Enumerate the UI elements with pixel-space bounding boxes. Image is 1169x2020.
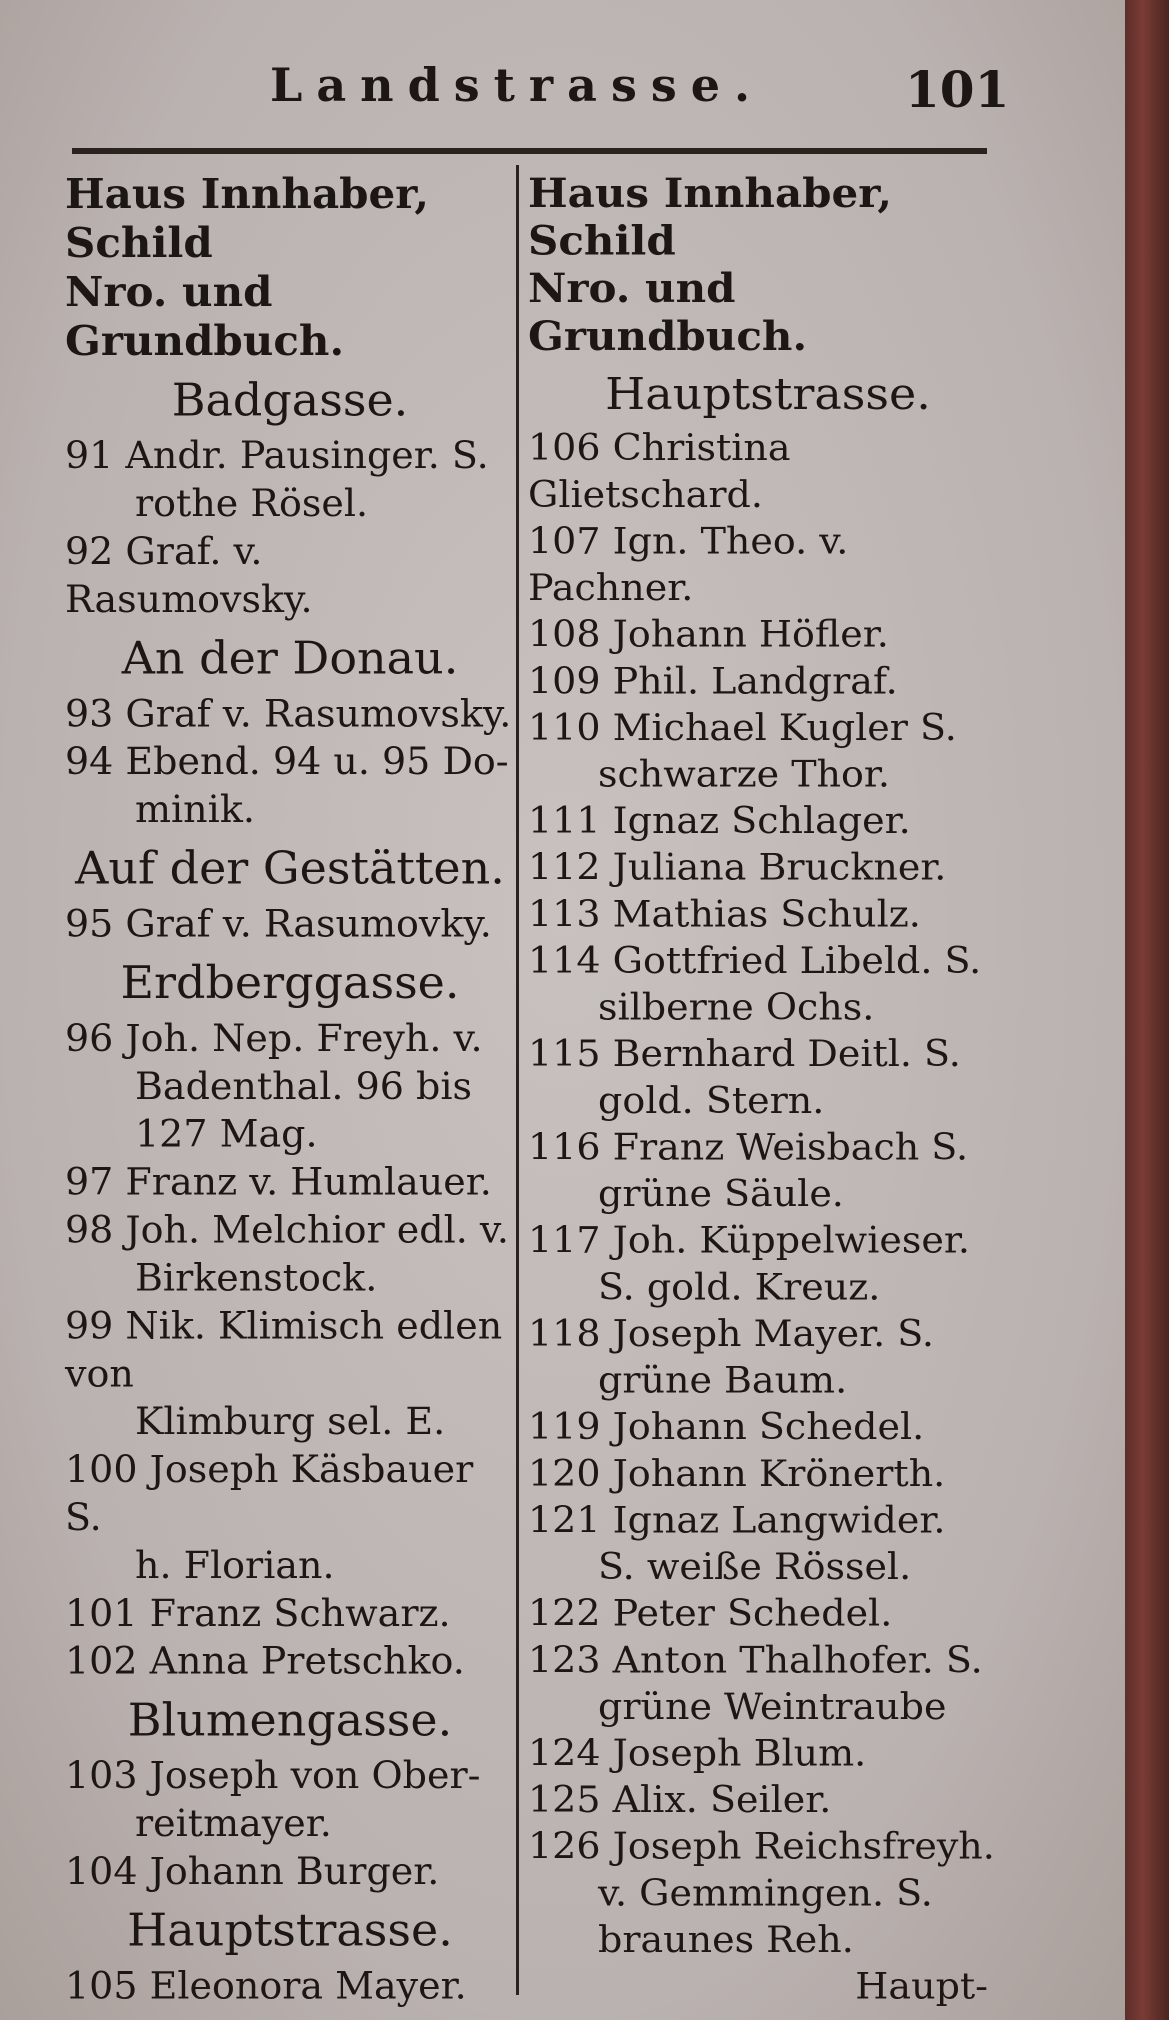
column-header-line: Haus Innhaber, Schild [528,170,892,265]
column-header-line: Nro. und Grundbuch. [65,267,345,365]
entry-line: 95 Graf v. Rasumovky. [65,902,492,946]
house-entry [528,1590,1008,1637]
entry-line: 100 Joseph Käsbauer S. [65,1447,474,1539]
house-entry [528,1124,1008,1217]
entry-continuation: h. Florian. [135,1543,335,1587]
house-entry [528,1777,1008,1824]
entry-line: 112 Juliana Bruckner. [528,846,947,889]
entry-line: 102 Anna Pretschko. [65,1639,465,1683]
entry-line: 124 Joseph Blum. [528,1732,867,1775]
entry-line: 125 Alix. Seiler. [528,1778,832,1821]
entry-line: 121 Ignaz Langwider. [528,1499,946,1541]
house-entry [528,1730,1008,1777]
house-entry [528,1217,1008,1310]
entry-line: 101 Franz Schwarz. [65,1591,451,1635]
entry-continuation: gold. Stern. [598,1079,825,1122]
house-entry [528,1451,1008,1498]
house-entry [528,1404,1008,1451]
entry-line: 96 Joh. Nep. Freyh. v. [65,1016,483,1060]
house-entry [65,1158,515,1206]
entry-line: 105 Eleonora Mayer. [65,1964,467,2008]
house-entry [528,705,1008,798]
book-edge [1125,0,1169,2020]
street-heading: Hauptstrasse. [127,1903,453,1957]
house-entry [528,1497,1008,1590]
right-column [528,170,1008,2010]
entry-continuation: Badenthal. 96 bis [135,1064,472,1108]
entry-continuation: minik. [135,787,255,831]
entry-continuation: silberne Ochs. [598,986,875,1029]
house-entry [65,1962,515,2010]
entry-line: 119 Johann Schedel. [528,1405,925,1448]
entry-line: 115 Bernhard Deitl. S. [528,1032,961,1075]
entry-line: 103 Joseph von Ober- [65,1753,481,1797]
entry-continuation: Birkenstock. [135,1256,378,1300]
house-entry [528,1031,1008,1124]
entry-continuation: grüne Weintraube [598,1685,947,1728]
header-rule [72,148,987,154]
column-header-line: Haus Innhaber, Schild [65,170,429,267]
entry-continuation: Klimburg sel. E. [135,1399,446,1443]
house-entry [528,1637,1008,1730]
house-entry [528,798,1008,845]
entry-line: 123 Anton Thalhofer. S. [528,1638,983,1681]
street-heading: An der Donau. [121,631,459,685]
street-heading: Auf der Gestätten. [75,841,505,895]
entry-line: 120 Johann Krönerth. [528,1452,946,1495]
entry-line: 93 Graf v. Rasumovsky. [65,692,512,736]
house-entry [528,891,1008,938]
entry-continuation: rothe Rösel. [135,481,369,525]
entry-line: 97 Franz v. Humlauer. [65,1160,492,1204]
street-heading: Badgasse. [171,373,409,427]
entry-continuation: S. gold. Kreuz. [598,1266,881,1308]
entry-continuation: grüne Säule. [598,1172,844,1215]
entry-continuation: reitmayer. [135,1801,332,1845]
entry-line: 99 Nik. Klimisch edlen von [65,1304,503,1396]
entry-continuation: schwarze Thor. [598,753,890,796]
entry-line: 108 Johann Höfler. [528,613,889,656]
house-entry [528,1311,1008,1404]
house-entry [528,938,1008,1031]
house-entry [65,738,515,834]
house-entry [528,845,1008,892]
house-entry [528,658,1008,705]
house-entry [65,432,515,528]
entry-line: 92 Graf. v. Rasumovsky. [65,529,313,621]
house-entry [65,528,515,624]
house-entry [65,1590,515,1638]
catchword: Haupt- [855,1965,988,2008]
entry-line: 98 Joh. Melchior edl. v. [65,1208,509,1252]
house-entry [65,1446,515,1590]
running-head: Landstrasse. [270,58,765,112]
house-entry [65,1015,515,1159]
entry-continuation: v. Gemmingen. S. [598,1872,933,1914]
street-heading: Blumengasse. [127,1693,453,1747]
entry-line: 109 Phil. Landgraf. [528,659,898,702]
left-column [65,170,515,2010]
street-heading: Erdberggasse. [120,956,460,1009]
column-divider [516,165,519,1995]
entry-continuation: grüne Baum. [598,1359,848,1402]
page-number: 101 [905,60,1010,119]
entry-line: 116 Franz Weisbach S. [528,1126,969,1169]
entry-line: 122 Peter Schedel. [528,1592,893,1635]
house-entry [65,690,515,738]
entry-line: 106 Christina Glietschard. [528,426,791,516]
street-heading: Hauptstrasse. [605,367,931,420]
entry-line: 114 Gottfried Libeld. S. [528,939,982,982]
entry-line: 91 Andr. Pausinger. S. [65,433,489,477]
house-entry [528,611,1008,658]
entry-continuation: 127 Mag. [135,1112,318,1156]
entry-continuation: braunes Reh. [598,1918,854,1961]
entry-line: 113 Mathias Schulz. [528,893,921,935]
entry-line: 126 Joseph Reichsfreyh. [528,1825,995,1868]
entry-line: 104 Johann Burger. [65,1849,440,1893]
house-entry [65,1302,515,1446]
house-entry [528,1824,1008,1964]
house-entry [65,1638,515,1686]
entry-line: 117 Joh. Küppelwieser. [528,1219,970,1262]
house-entry [65,900,515,948]
entry-line: 118 Joseph Mayer. S. [528,1312,935,1355]
entry-line: 111 Ignaz Schlager. [528,799,911,842]
house-entry [528,425,1008,518]
house-entry [65,1848,515,1896]
house-entry [65,1206,515,1302]
entry-continuation: S. weiße Rössel. [598,1545,912,1588]
entry-line: 94 Ebend. 94 u. 95 Do- [65,739,509,784]
entry-line: 107 Ign. Theo. v. Pachner. [528,520,849,609]
entry-line: 110 Michael Kugler S. [528,706,957,749]
house-entry [65,1752,515,1848]
house-entry [528,518,1008,611]
column-header-line: Nro. und Grundbuch. [528,265,808,360]
